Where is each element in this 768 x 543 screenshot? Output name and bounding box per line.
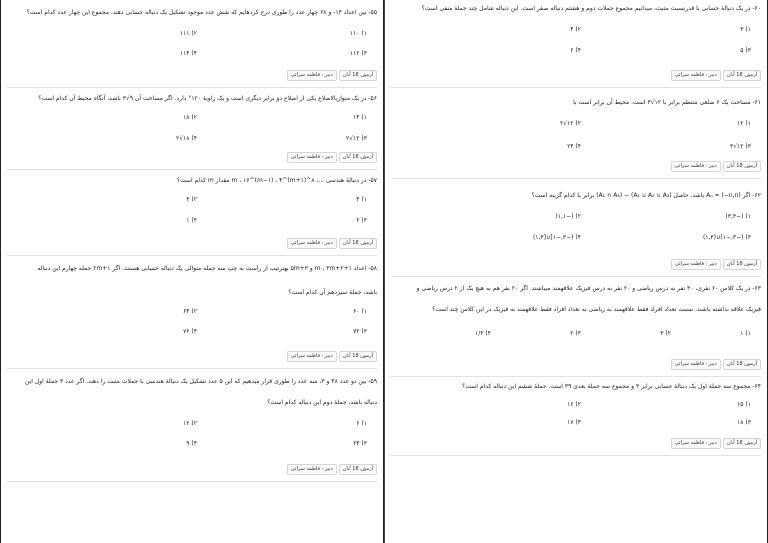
question-63-option-2[interactable]: ۲) ۳ (660, 330, 671, 337)
tag-row-57 (287, 238, 377, 249)
exam-tag: آزمون 18 آبان (723, 359, 761, 370)
tag-row-60 (671, 70, 761, 81)
question-55-option-2[interactable]: ۲) ۱۱۱ (179, 30, 197, 37)
teacher-tag: دبیر : فاطمه سرائی (671, 70, 721, 81)
question-59-stem: ۵۹- بین دو عدد ۴۸ و ۳، سه عدد را طوری قرار میدهیم که این ۵ عدد تشکیل یک دنبالهٔ هندسی با جملات مثبت را دهند. اگر عدد ۳ جملهٔ اول این (25, 378, 377, 385)
question-62-option-4[interactable]: ۴) (−۳,−۱]∪[۱,۳) (532, 234, 581, 241)
question-61-option-1[interactable]: ۱) ۱۲ (737, 120, 751, 127)
teacher-tag: دبیر : فاطمه سرائی (287, 351, 337, 362)
question-64-option-4[interactable]: ۴) ۱۷ (567, 419, 581, 426)
question-58 (5, 262, 377, 346)
question-58-stem-line2: باشد، جملهٔ سیزدهم آن کدام است؟ (288, 289, 377, 296)
question-58-option-1[interactable]: ۱) ۶۰ (353, 308, 367, 315)
question-63-option-1[interactable]: ۱) ۱ (740, 330, 751, 337)
question-57-option-2[interactable]: ۲) ۳ (186, 196, 197, 203)
question-63 (389, 282, 761, 346)
question-56-option-2[interactable]: ۲) ۱۸ (183, 114, 197, 121)
tag-row-64 (671, 438, 761, 449)
question-59-option-3[interactable]: ۳) ۲۴ (353, 440, 367, 447)
question-60-option-3[interactable]: ۳) ۵ (740, 47, 751, 54)
question-62-option-1[interactable]: ۱) (−۳,۳) (725, 213, 751, 220)
question-55-option-4[interactable]: ۴) ۱۱۴ (179, 50, 197, 57)
question-60-option-2[interactable]: ۲) ۴ (570, 26, 581, 33)
question-58-stem: ۵۸- اعداد ۱+m ، ۳m+۲ و ۵m+۳ بهترتیب از راست به چپ سه جمله متوالی یک دنباله حسابی هستند. اگر ۱+۲m جمله چهارم این دنباله (37, 265, 377, 272)
divider (391, 178, 761, 179)
teacher-tag: دبیر : فاطمه سرائی (671, 259, 721, 270)
teacher-tag: دبیر : فاطمه سرائی (287, 152, 337, 163)
tag-row-59 (287, 464, 377, 475)
question-61-option-4[interactable]: ۴) ۲۴ (567, 143, 581, 150)
tag-row-62 (671, 259, 761, 270)
teacher-tag: دبیر : فاطمه سرائی (287, 464, 337, 475)
question-61-option-2[interactable]: ۲) ۱۲√۲ (560, 120, 581, 127)
exam-tag: آزمون 18 آبان (723, 70, 761, 81)
question-62-option-3[interactable]: ۳) (−۳,−۱)∪(۱,۳) (702, 234, 751, 241)
question-60-option-1[interactable]: ۱) ۳ (740, 26, 751, 33)
teacher-tag: دبیر : فاطمه سرائی (671, 438, 721, 449)
divider (7, 368, 377, 369)
question-59-option-4[interactable]: ۴) ۹ (186, 440, 197, 447)
divider (391, 455, 761, 456)
question-60-option-4[interactable]: ۴) ۶ (570, 47, 581, 54)
exam-tag: آزمون 18 آبان (723, 161, 761, 172)
question-55-option-1[interactable]: ۱) ۱۱۰ (349, 30, 367, 37)
divider (7, 255, 377, 256)
question-56 (5, 92, 377, 150)
question-57 (5, 174, 377, 232)
divider (7, 481, 377, 482)
question-62-option-2[interactable]: ۲) (−۱,۱) (555, 213, 581, 220)
teacher-tag: دبیر : فاطمه سرائی (287, 238, 337, 249)
question-60 (389, 4, 761, 62)
question-57-option-1[interactable]: ۱) ۴ (356, 196, 367, 203)
tag-row-56 (287, 152, 377, 163)
question-55 (5, 6, 377, 68)
question-63-option-4[interactable]: ۴) ۱/۳ (475, 330, 491, 337)
exam-tag: آزمون 18 آبان (723, 438, 761, 449)
question-58-option-4[interactable]: ۴) ۷۶ (183, 328, 197, 335)
exam-tag: آزمون 18 آبان (339, 70, 377, 81)
question-61-stem: ۶۱- مساحت یک ۶ ضلعی منتظم برابر با ۱۲√۳ است. محیط آن برابر است با (573, 99, 761, 106)
divider (391, 87, 761, 88)
question-56-option-1[interactable]: ۱) ۱۴ (353, 114, 367, 121)
question-63-stem: ۶۳- در یک کلاس ۶۰ نفری، ۳۰ نفر به درس ریاضی و ۲۰ نفر به درس فیزیک علاقهمند میباشند. اگر ۲۰ نفر هم به هیچ یک از ۲ درس ریاضی و (416, 285, 761, 292)
exam-tag: آزمون 18 آبان (339, 238, 377, 249)
question-56-stem: ۵۶- در یک متوازیالاضلاع یکی از اضلاع دو برابر دیگری است و یک زاویهٔ ۱۲۰° دارد. اگر مساحت آن ۹√۳ باشد، آنگاه محیط آن کدام است؟ (38, 95, 377, 102)
question-59-option-2[interactable]: ۲) ۱۲ (183, 420, 197, 427)
question-59-stem-line2: دنباله باشد، جملهٔ دوم این دنباله کدام است؟ (267, 399, 377, 406)
question-64-option-2[interactable]: ۲) ۱۶ (567, 401, 581, 408)
question-59 (5, 375, 377, 455)
tag-row-61 (671, 161, 761, 172)
question-58-option-2[interactable]: ۲) ۶۴ (183, 308, 197, 315)
exam-tag: آزمون 18 آبان (339, 351, 377, 362)
divider (391, 376, 761, 377)
question-64-option-1[interactable]: ۱) ۱۵ (737, 401, 751, 408)
question-57-option-4[interactable]: ۴) ۱ (186, 217, 197, 224)
question-61-option-3[interactable]: ۳) ۱۲√۳ (730, 143, 751, 150)
teacher-tag: دبیر : فاطمه سرائی (671, 359, 721, 370)
question-58-option-3[interactable]: ۳) ۷۲ (353, 328, 367, 335)
tag-row-63 (671, 359, 761, 370)
exam-tag: آزمون 18 آبان (339, 152, 377, 163)
question-55-option-3[interactable]: ۳) ۱۱۲ (349, 50, 367, 57)
exam-tag: آزمون 18 آبان (339, 464, 377, 475)
question-56-option-3[interactable]: ۳) ۱۲√۲ (346, 135, 367, 142)
exam-tag: آزمون 18 آبان (723, 259, 761, 270)
tag-row-58 (287, 351, 377, 362)
question-56-option-4[interactable]: ۴) ۱۸√۲ (176, 135, 197, 142)
question-55-stem: ۵۵- بین اعداد ۱۳- و ۶۸ چهار عدد را طوری درج کردهایم که شش عدد موجود تشکیل یک دنباله حسابی دهند. مجموع این چهار عدد کدام است؟ (26, 9, 377, 16)
question-62-stem: ۶۲- اگر Aₙ = (−n,n) باشد، حاصل (A₁ ∪ A₂ ∪ A₃) − (A₁ ∩ A₄) برابر با کدام گزینه است؟ (531, 192, 761, 199)
divider (7, 169, 377, 170)
right-page (384, 0, 768, 543)
question-59-option-1[interactable]: ۱) ۶ (356, 420, 367, 427)
divider (7, 87, 377, 88)
question-61 (389, 96, 761, 156)
divider (391, 276, 761, 277)
teacher-tag: دبیر : فاطمه سرائی (671, 161, 721, 172)
question-64 (389, 380, 761, 436)
question-63-stem-line2: فیزیک علاقه نداشته باشند، نسبت تعداد افراد فقط علاقهمند به ریاضی به تعداد افراد فقط علاقهمند به فیزیک در این کلاس چند است؟ (432, 306, 761, 313)
question-64-stem: ۶۴- مجموع سه جملهٔ اول یک دنبالهٔ حسابی برابر ۳ و مجموع سه جملهٔ بعدی ۳۹ است. جملهٔ ششم این دنباله کدام است؟ (462, 383, 761, 390)
question-60-stem: ۶۰- در یک دنبالهٔ حسابی با قدرنسبت مثبت، میدانیم مجموع جملات دوم و هشتم دنباله صفر است. این دنباله شامل چند جملهٔ منفی است؟ (421, 5, 761, 12)
question-62 (389, 189, 761, 249)
question-63-option-3[interactable]: ۳) ۲ (570, 330, 581, 337)
teacher-tag: دبیر : فاطمه سرائی (287, 70, 337, 81)
question-57-option-3[interactable]: ۳) ۲ (356, 217, 367, 224)
tag-row-55 (287, 70, 377, 81)
question-64-option-3[interactable]: ۳) ۱۸ (737, 419, 751, 426)
question-57-stem: ۵۷- در دنبالهٔ هندسی ...، ۸^m ، ۱۶^(m−۱) ، ۴^(m+۱) مقدار m کدام است؟ (176, 177, 377, 184)
